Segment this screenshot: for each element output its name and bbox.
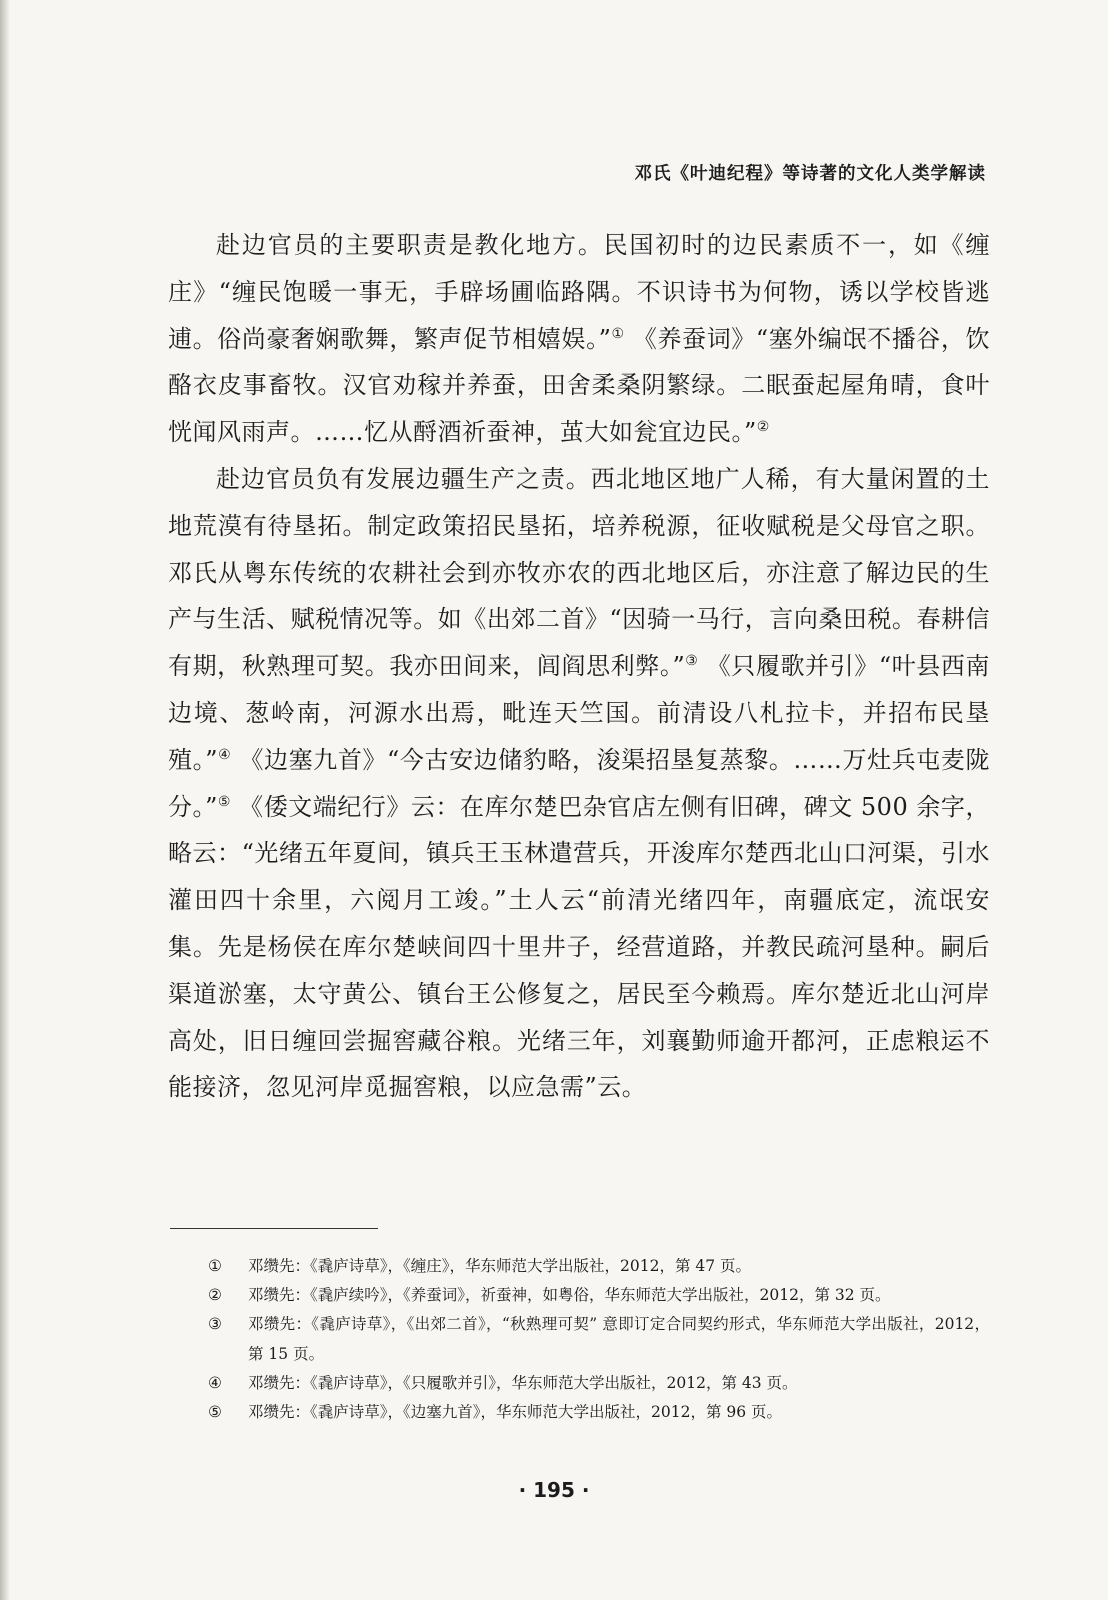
footnote-item bbox=[208, 1310, 990, 1368]
footnote-mark: ④ bbox=[208, 1373, 222, 1392]
footnote-text: 邓缵先：《毳庐诗草》，《缠庄》，华东师范大学出版社，2012，第 47 页。 bbox=[248, 1257, 752, 1275]
footnote-ref[interactable]: ③ bbox=[685, 653, 699, 670]
running-head: 邓氏《叶迪纪程》等诗著的文化人类学解读 bbox=[634, 164, 986, 184]
text-run: 《只履歌并引》“叶县西南边境、葱岭南，河源水出焉，毗连天竺国。前清设八札拉卡，并招布民垦殖。” bbox=[168, 652, 990, 774]
footnote-text: 邓缵先：《毳庐诗草》，《出郊二首》，“秋熟理可契” 意即订定合同契约形式，华东师范大学出版社，2012，第 15 页。 bbox=[248, 1315, 990, 1363]
text-run: 《倭文端纪行》云：在库尔楚巴杂官店左侧有旧碑，碑文 500 余字，略云：“光绪五年夏间，镇兵王玉林遣营兵，开浚库尔楚西北山口河渠，引水灌田四十余里，六阅月工竣。”土人云“前清光绪四年，南疆底定，流氓安集。先是杨侯在库尔楚峡间四十里井子，经营道路，并教民疏河垦种。嗣后渠道淤塞，太守黄公、镇台王公修复之，居民至今赖焉。库尔楚近北山河岸高处，旧日缠回尝掘窖藏谷粮。光绪三年，刘襄勤师逾开都河，正虑粮运不能接济，忽见河岸觅掘窖粮，以应急需”云。 bbox=[168, 792, 990, 1102]
footnote-divider bbox=[170, 1228, 378, 1229]
footnote-text: 邓缵先：《毳庐续吟》，《养蚕词》，祈蚕神，如粤俗，华东师范大学出版社，2012，第 32 页。 bbox=[248, 1286, 891, 1305]
footnotes bbox=[208, 1252, 990, 1427]
footnote-ref[interactable]: ① bbox=[611, 325, 625, 342]
footnote-item bbox=[208, 1252, 990, 1281]
text-run: 赴边官员负有发展边疆生产之责。西北地区地广人稀，有大量闲置的土地荒漠有待垦拓。制定政策招民垦拓，培养税源，征收赋税是父母官之职。邓氏从粤东传统的农耕社会到亦牧亦农的西北地区后，亦注意了解边民的生产与生活、赋税情况等。如《出郊二首》“因骑一马行，言向桑田税。春耕信有期，秋熟理可契。我亦田间来，闾阎思利弊。” bbox=[168, 464, 990, 681]
text-run: 赴边官员的主要职责是教化地方。民国初时的边民素质不一，如《缠庄》“缠民饱暖一事无，手辟场圃临路隅。不识诗书为何物，诱以学校皆逃逋。俗尚豪奢娴歌舞，繁声促节相嬉娱。” bbox=[168, 231, 990, 353]
page-number: · 195 · bbox=[518, 1478, 590, 1502]
footnote-mark: ② bbox=[208, 1286, 222, 1305]
footnote-ref[interactable]: ④ bbox=[217, 746, 232, 763]
paragraph-1 bbox=[168, 222, 990, 456]
text-run: 《边塞九首》“今古安边储豹略，浚渠招垦复蒸黎。……万灶兵屯麦陇分。” bbox=[168, 745, 990, 821]
footnote-mark: ① bbox=[208, 1257, 222, 1275]
footnote-mark: ⑤ bbox=[208, 1403, 222, 1422]
footnote-item bbox=[208, 1281, 990, 1310]
footnote-mark: ③ bbox=[208, 1315, 222, 1334]
footnote-ref[interactable]: ⑤ bbox=[217, 793, 231, 810]
footnote-text: 邓缵先：《毳庐诗草》，《边塞九首》，华东师范大学出版社，2012，第 96 页。 bbox=[248, 1403, 783, 1422]
text-run: 《养蚕词》“塞外编氓不播谷，饮酪衣皮事畜牧。汉官劝稼并养蚕，田舍柔桑阴繁绿。二眠蚕起屋角晴，食叶恍闻风雨声。……忆从酹酒祈蚕神，茧大如瓮宜边民。” bbox=[168, 324, 990, 447]
footnote-item bbox=[208, 1369, 990, 1398]
body-text bbox=[168, 222, 990, 1111]
scan-edge-shadow bbox=[0, 0, 10, 1600]
footnote-ref[interactable]: ② bbox=[756, 419, 770, 436]
footnote-text: 邓缵先：《毳庐诗草》，《只履歌并引》，华东师范大学出版社，2012，第 43 页。 bbox=[248, 1373, 798, 1392]
footnote-item bbox=[208, 1398, 990, 1427]
paragraph-2 bbox=[168, 456, 990, 1111]
